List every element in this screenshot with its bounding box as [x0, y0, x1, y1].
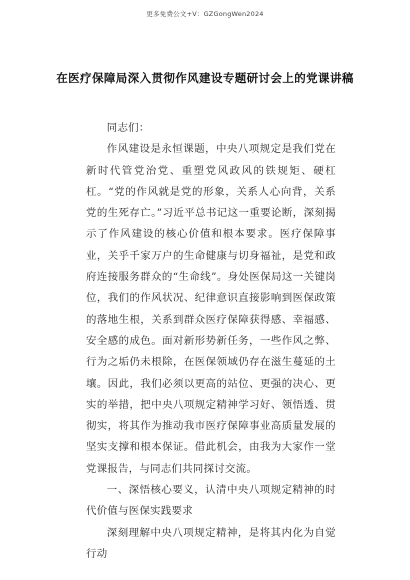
salutation: 同志们： — [106, 122, 150, 134]
header-note: 更多免费公文+V：GZGongWen2024 — [146, 10, 264, 18]
trailing-paragraph: 深刻理解中央八项规定精神，是将其内化为自觉行动 — [86, 526, 336, 560]
section-heading: 一、深悟核心要义，认清中央八项规定精神的时代价值与医保实践要求 — [86, 484, 336, 518]
document-title: 在医疗保障局深入贯彻作风建设专题研讨会上的党课讲稿 — [56, 71, 354, 85]
body-paragraph: 作风建设是永恒课题，中央八项规定是我们党在新时代管党治党、重塑党风政风的铁规矩、硬杠杠。“党的作风就是党的形象，关系人心向背，关系党的生死存亡。”习近平总书记这一重要论断，深刻揭示了作风建设的核心价值和根本要求。医疗保障事业，关乎千家万户的生命健康与切身福祉，是党和政府连接服务群众的“生命线”。身处医保局这一关键岗位，我们的作风状况、纪律意识直接影响到医保政策的落地生根，关系到群众医疗保障获得感、幸福感、安全感的成色。面对新形势新任务，一些作风之弊、行为之垢仍未根除，在医保领域仍存在滋生蔓延的土壤。因此，我们必须以更高的站位、更强的决心、更实的举措，把中央八项规定精神学习好、领悟透、贯彻实，将其作为推动我市医疗保障事业高质量发展的坚实支撑和根本保证。借此机会，由我为大家作一堂党课报告，与同志们共同探讨交流。 — [86, 143, 336, 475]
document-body — [86, 118, 336, 565]
